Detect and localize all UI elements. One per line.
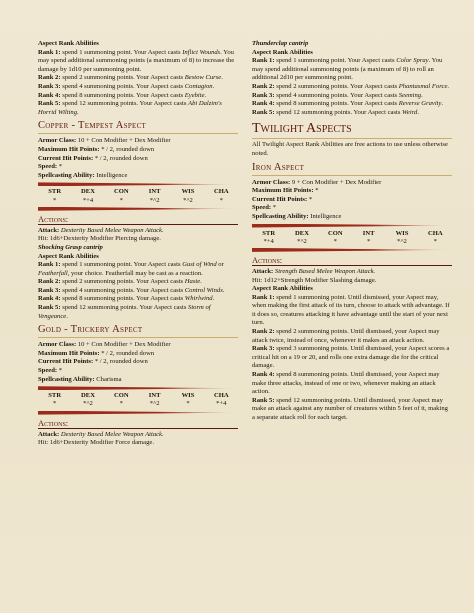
divider	[38, 411, 238, 415]
stat-value: *	[119, 400, 123, 408]
stat-value: *^2	[83, 400, 93, 408]
stat-head: DEX	[295, 229, 309, 237]
iron-aspect-title: Iron Aspect	[252, 162, 452, 176]
copper-rank-1: Rank 1: spend 1 summoning point. Your Aspect casts Gust of Wind or Featherfall, your choice. Featherfall may be cast as a reaction.	[38, 261, 224, 277]
copper-speed: Speed: *	[38, 163, 63, 171]
stat-value: *	[119, 196, 123, 204]
copper-actions-heading: Actions:	[38, 214, 238, 225]
copper-rank-4: Rank 4: spend 8 summoning points. Your Aspect casts Whirlwind.	[38, 295, 215, 303]
rank-abilities-heading: Aspect Rank Abilities	[38, 40, 99, 47]
stat-value: *	[433, 237, 437, 245]
iron-hit: Hit: 1d12+Strength Modifier Slashing damage.	[252, 276, 377, 284]
left-column	[38, 40, 238, 448]
iron-attack: Attack: Strength Based Melee Weapon Attack.	[252, 267, 376, 275]
copper-aspect-title: Copper - Tempest Aspect	[38, 120, 238, 134]
stat-head: DEX	[81, 188, 95, 196]
stat-value: *^2	[149, 196, 160, 204]
rank-2: Rank 2: spend 2 summoning points. Your Aspect casts Bestow Curse.	[38, 74, 223, 82]
stat-value: *^2	[397, 237, 407, 245]
gold-max-hp: Maximum Hit Points: * / 2, rounded down	[38, 349, 155, 357]
stat-head: INT	[148, 392, 161, 400]
divider	[38, 207, 238, 211]
copper-stat-block	[38, 188, 238, 204]
twilight-intro: All Twilight Aspect Rank Abilities are free actions to use unless otherwise noted.	[252, 141, 448, 157]
copper-rank-5: Rank 5: spend 12 summoning points. Your Aspect casts Storm of Vengeance.	[38, 304, 211, 320]
iron-rank-heading: Aspect Rank Abilities	[252, 285, 313, 293]
rank-2: Rank 2: spend 2 summoning points. Your Aspect casts Phantasmal Force.	[252, 82, 450, 90]
rank-5: Rank 5: spend 12 summoning points. Your Aspect casts Abi Dalzim's Horrid Wilting.	[38, 100, 222, 116]
stat-head: INT	[148, 188, 161, 196]
gold-current-hp: Current Hit Points: * / 2, rounded down	[38, 358, 148, 366]
stat-head: WIS	[395, 229, 409, 237]
rank-5: Rank 5: spend 12 summoning points. Your Aspect casts Weird.	[252, 108, 419, 116]
stat-value: *^2	[149, 400, 160, 408]
copper-rank-2: Rank 2: spend 2 summoning points. Your Aspect casts Haste.	[38, 278, 202, 286]
iron-rank-1: Rank 1: spend 1 summoning point. Until dismissed, your Aspect may, when making the first attack of its turn, choose to attack with advantage. If it does so, creatures attacking it have advantage until the start of your next turn.	[252, 293, 450, 327]
divider	[252, 248, 452, 252]
stat-head: DEX	[81, 392, 95, 400]
gold-spellcasting: Spellcasting Ability: Charisma	[38, 375, 122, 383]
gold-stat-block	[38, 392, 238, 408]
copper-max-hp: Maximum Hit Points: * / 2, rounded down	[38, 145, 155, 153]
stat-value: *^2	[297, 237, 307, 245]
stat-head: CHA	[213, 188, 229, 196]
gold-ac: Armor Class: 10 + Con Modifier + Dex Modifier	[38, 341, 171, 349]
copper-ac: Armor Class: 10 + Con Modifier + Dex Modifier	[38, 137, 171, 145]
thunderclap-cantrip: Thunderclap cantrip	[252, 40, 309, 47]
iron-rank-2: Rank 2: spend 2 summoning points. Until dismissed, your Aspect may attack twice, instead of once, whenever it makes an attack action.	[252, 328, 440, 344]
rank-4: Rank 4: spend 8 summoning points. Your Aspect casts Eyebite.	[38, 91, 207, 99]
rank-1: Rank 1: spend 1 summoning point. Your Aspect casts Color Spray. You may spend additional summoning points (a maximum of 8) to roll an additional 2d10 per summoning point.	[252, 57, 443, 82]
iron-rank-5: Rank 5: spend 12 summoning points. Until dismissed, your Aspect may make an attack against any number of creatures within 5 feet of it, making a separate attack roll for each target.	[252, 396, 448, 421]
twilight-aspects-title: Twilight Aspects	[252, 121, 452, 139]
stat-head: STR	[262, 229, 276, 237]
rank-3: Rank 3: spend 4 summoning points. Your Aspect casts Seeming.	[252, 91, 423, 99]
rank-4: Rank 4: spend 8 summoning points. Your Aspect casts Reverse Gravity.	[252, 100, 444, 108]
copper-current-hp: Current Hit Points: * / 2, rounded down	[38, 154, 148, 162]
rank-abilities-heading: Aspect Rank Abilities	[252, 48, 313, 56]
copper-hit: Hit: 1d6+Dexterity Modifier Piercing damage.	[38, 235, 161, 243]
stat-head: CHA	[427, 229, 443, 237]
copper-rank-heading: Aspect Rank Abilities	[38, 252, 99, 260]
stat-head: CHA	[213, 392, 229, 400]
iron-rank-4: Rank 4: spend 8 summoning points. Until dismissed, your Aspect may make three attacks, instead of one or two, whenever making an attack action.	[252, 371, 440, 396]
stat-head: CON	[113, 392, 129, 400]
stat-value: *	[53, 196, 57, 204]
iron-max-hp: Maximum Hit Points: *	[252, 187, 319, 195]
stat-value: *	[219, 196, 223, 204]
copper-attack: Attack: Dexterity Based Melee Weapon Attack.	[38, 226, 164, 234]
stat-value: *	[186, 400, 190, 408]
stat-head: STR	[48, 188, 62, 196]
right-column	[252, 40, 452, 423]
iron-speed: Speed: *	[252, 204, 277, 212]
stat-head: INT	[362, 229, 375, 237]
stat-value: *	[367, 237, 371, 245]
iron-ac: Armor Class: 9 + Con Modifier + Dex Modifier	[252, 178, 382, 186]
rank-1: Rank 1: spend 1 summoning point. Your Aspect casts Inflict Wounds. You may spend additional summoning points (a maximum of 8) to increase the damage by 1d10 per summoning point.	[38, 48, 235, 73]
stat-head: CON	[113, 188, 129, 196]
gold-actions-heading: Actions:	[38, 418, 238, 429]
gold-attack: Attack: Dexterity Based Melee Weapon Attack.	[38, 430, 164, 438]
stat-head: WIS	[181, 392, 195, 400]
iron-current-hp: Current Hit Points: *	[252, 195, 313, 203]
iron-rank-3: Rank 3: spend 3 summoning points. Until dismissed, your Aspect scores a critical hit on a 19 or 20, and rolls one extra damage die for the critical damage.	[252, 345, 450, 370]
gold-hit: Hit: 1d6+Dexterity Modifier Force damage.	[38, 439, 154, 447]
stat-value: *	[53, 400, 57, 408]
stat-value: *+4	[263, 237, 274, 245]
iron-actions-heading: Actions:	[252, 255, 452, 266]
stat-head: CON	[327, 229, 343, 237]
rank-3: Rank 3: spend 4 summoning points. Your Aspect casts Contagion.	[38, 82, 215, 90]
divider	[252, 224, 452, 228]
divider	[38, 182, 238, 186]
copper-spellcasting: Spellcasting Ability: Intelligence	[38, 171, 128, 179]
stat-value: *	[333, 237, 337, 245]
copper-cantrip: Shocking Grasp cantrip	[38, 243, 103, 251]
stat-head: WIS	[181, 188, 195, 196]
gold-speed: Speed: *	[38, 367, 63, 375]
stat-head: STR	[48, 392, 62, 400]
stat-value: *^2	[183, 196, 193, 204]
iron-spellcasting: Spellcasting Ability: Intelligence	[252, 212, 342, 220]
gold-aspect-title: Gold - Trickery Aspect	[38, 324, 238, 338]
copper-rank-3: Rank 3: spend 4 summoning points. Your Aspect casts Control Winds.	[38, 286, 225, 294]
divider	[38, 386, 238, 390]
stat-value: *+4	[82, 196, 94, 204]
stat-value: *+4	[216, 400, 227, 408]
iron-stat-block	[252, 230, 452, 246]
